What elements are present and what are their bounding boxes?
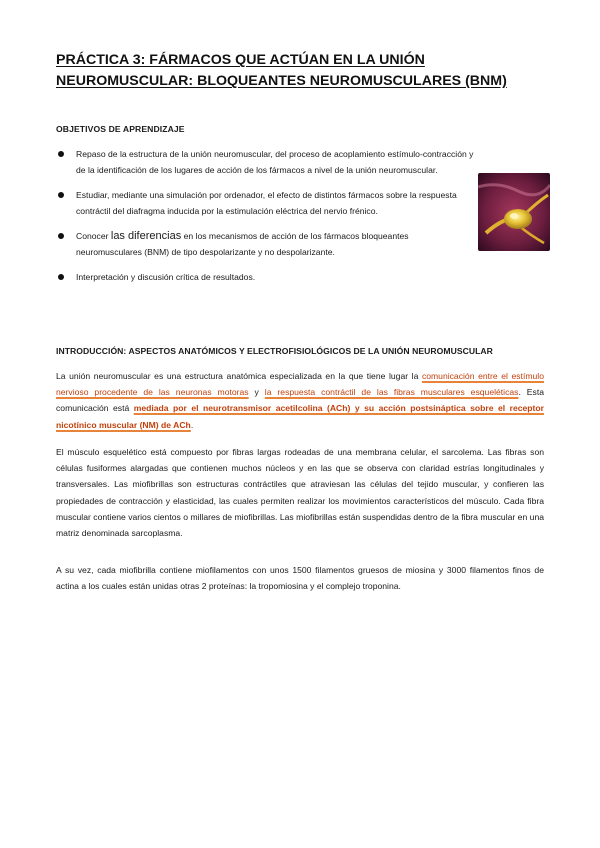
list-item-text-emphasis: las diferencias <box>110 230 182 242</box>
p1-text-a: La unión neuromuscular es una estructura anatómica especializada en la que tiene lugar la <box>56 371 422 381</box>
list-item-text-rest: en los mecanismos de acción de los fármacos bloqueantes neuromusculares (BNM) de tipo despolarizante y no despolarizante. <box>76 231 409 257</box>
list-item <box>56 187 476 219</box>
list-item-text: Estudiar, mediante una simulación por ordenador, el efecto de distintos fármacos sobre la respuesta contráctil del diafragma inducida por la estimulación eléctrica del nervio frénico. <box>76 190 457 216</box>
p1-text-c: y <box>248 387 265 398</box>
list-item-text: Repaso de la estructura de la unión neuromuscular, del proceso de acoplamiento estímulo-contracción y de la identificación de los lugares de acción de los fármacos a nivel de la unión neuromuscular. <box>76 149 474 175</box>
intro-heading: INTRODUCCIÓN: ASPECTOS ANATÓMICOS Y ELECTROFISIOLÓGICOS DE LA UNIÓN NEUROMUSCULAR <box>56 346 493 356</box>
p1-text-g: . <box>190 419 194 430</box>
list-item-text: Interpretación y discusión crítica de resultados. <box>76 272 256 282</box>
p1-highlight-mediation: mediada por el neurotransmisor acetilcolina (ACh) y su acción postsináptica sobre el receptor nicotínico muscular (NM) de ACh <box>56 403 544 430</box>
title-line-2: NEUROMUSCULAR: BLOQUEANTES NEUROMUSCULARES (BNM) <box>56 73 507 89</box>
bullet-icon <box>58 192 64 198</box>
neuron-illustration <box>478 173 550 251</box>
intro-paragraph-1 <box>56 368 544 433</box>
bullet-icon <box>58 151 64 157</box>
p1-highlight-communication: comunicación entre el estímulo nervioso procedente de las neuronas motoras <box>56 371 544 398</box>
title-line-1: PRÁCTICA 3: FÁRMACOS QUE ACTÚAN EN LA UNIÓN <box>56 52 425 68</box>
p1-text-e: . Esta comunicación está <box>56 387 544 414</box>
intro-paragraph-2: El músculo esquelético está compuesto por fibras largas rodeadas de una membrana celular, el sarcolema. Las fibras son células fusiformes alargadas que contienen muchos núcleos y en las que se observa con claridad estrías longitudinales y transversales. Las miofibrillas son estructuras contráctiles que atraviesan las células del tejido muscular, y confieren las propiedades de contracción y elasticidad, las cuales permiten realizar los movimientos característicos del músculo. Cada fibra muscular contiene varios cientos o millares de miofibrillas. Las miofibrillas están suspendidas dentro de la fibra muscular en una matriz denominada sarcoplasma. <box>56 447 544 539</box>
list-item-text-lead: Conocer <box>76 231 111 241</box>
p1-highlight-response: la respuesta contráctil de las fibras musculares esqueléticas <box>264 387 519 398</box>
bullet-icon <box>58 274 64 280</box>
objectives-heading: OBJETIVOS DE APRENDIZAJE <box>56 124 185 134</box>
list-item <box>56 228 476 260</box>
page-title <box>56 50 546 92</box>
objectives-list <box>56 146 476 294</box>
list-item <box>56 269 476 285</box>
intro-paragraph-3: A su vez, cada miofibrilla contiene miofilamentos con unos 1500 filamentos gruesos de miosina y 3000 filamentos finos de actina a los cuales están unidas otras 2 proteínas: la tropomiosina y el complejo troponina. <box>56 565 544 592</box>
list-item <box>56 146 476 178</box>
bullet-icon <box>58 233 64 239</box>
